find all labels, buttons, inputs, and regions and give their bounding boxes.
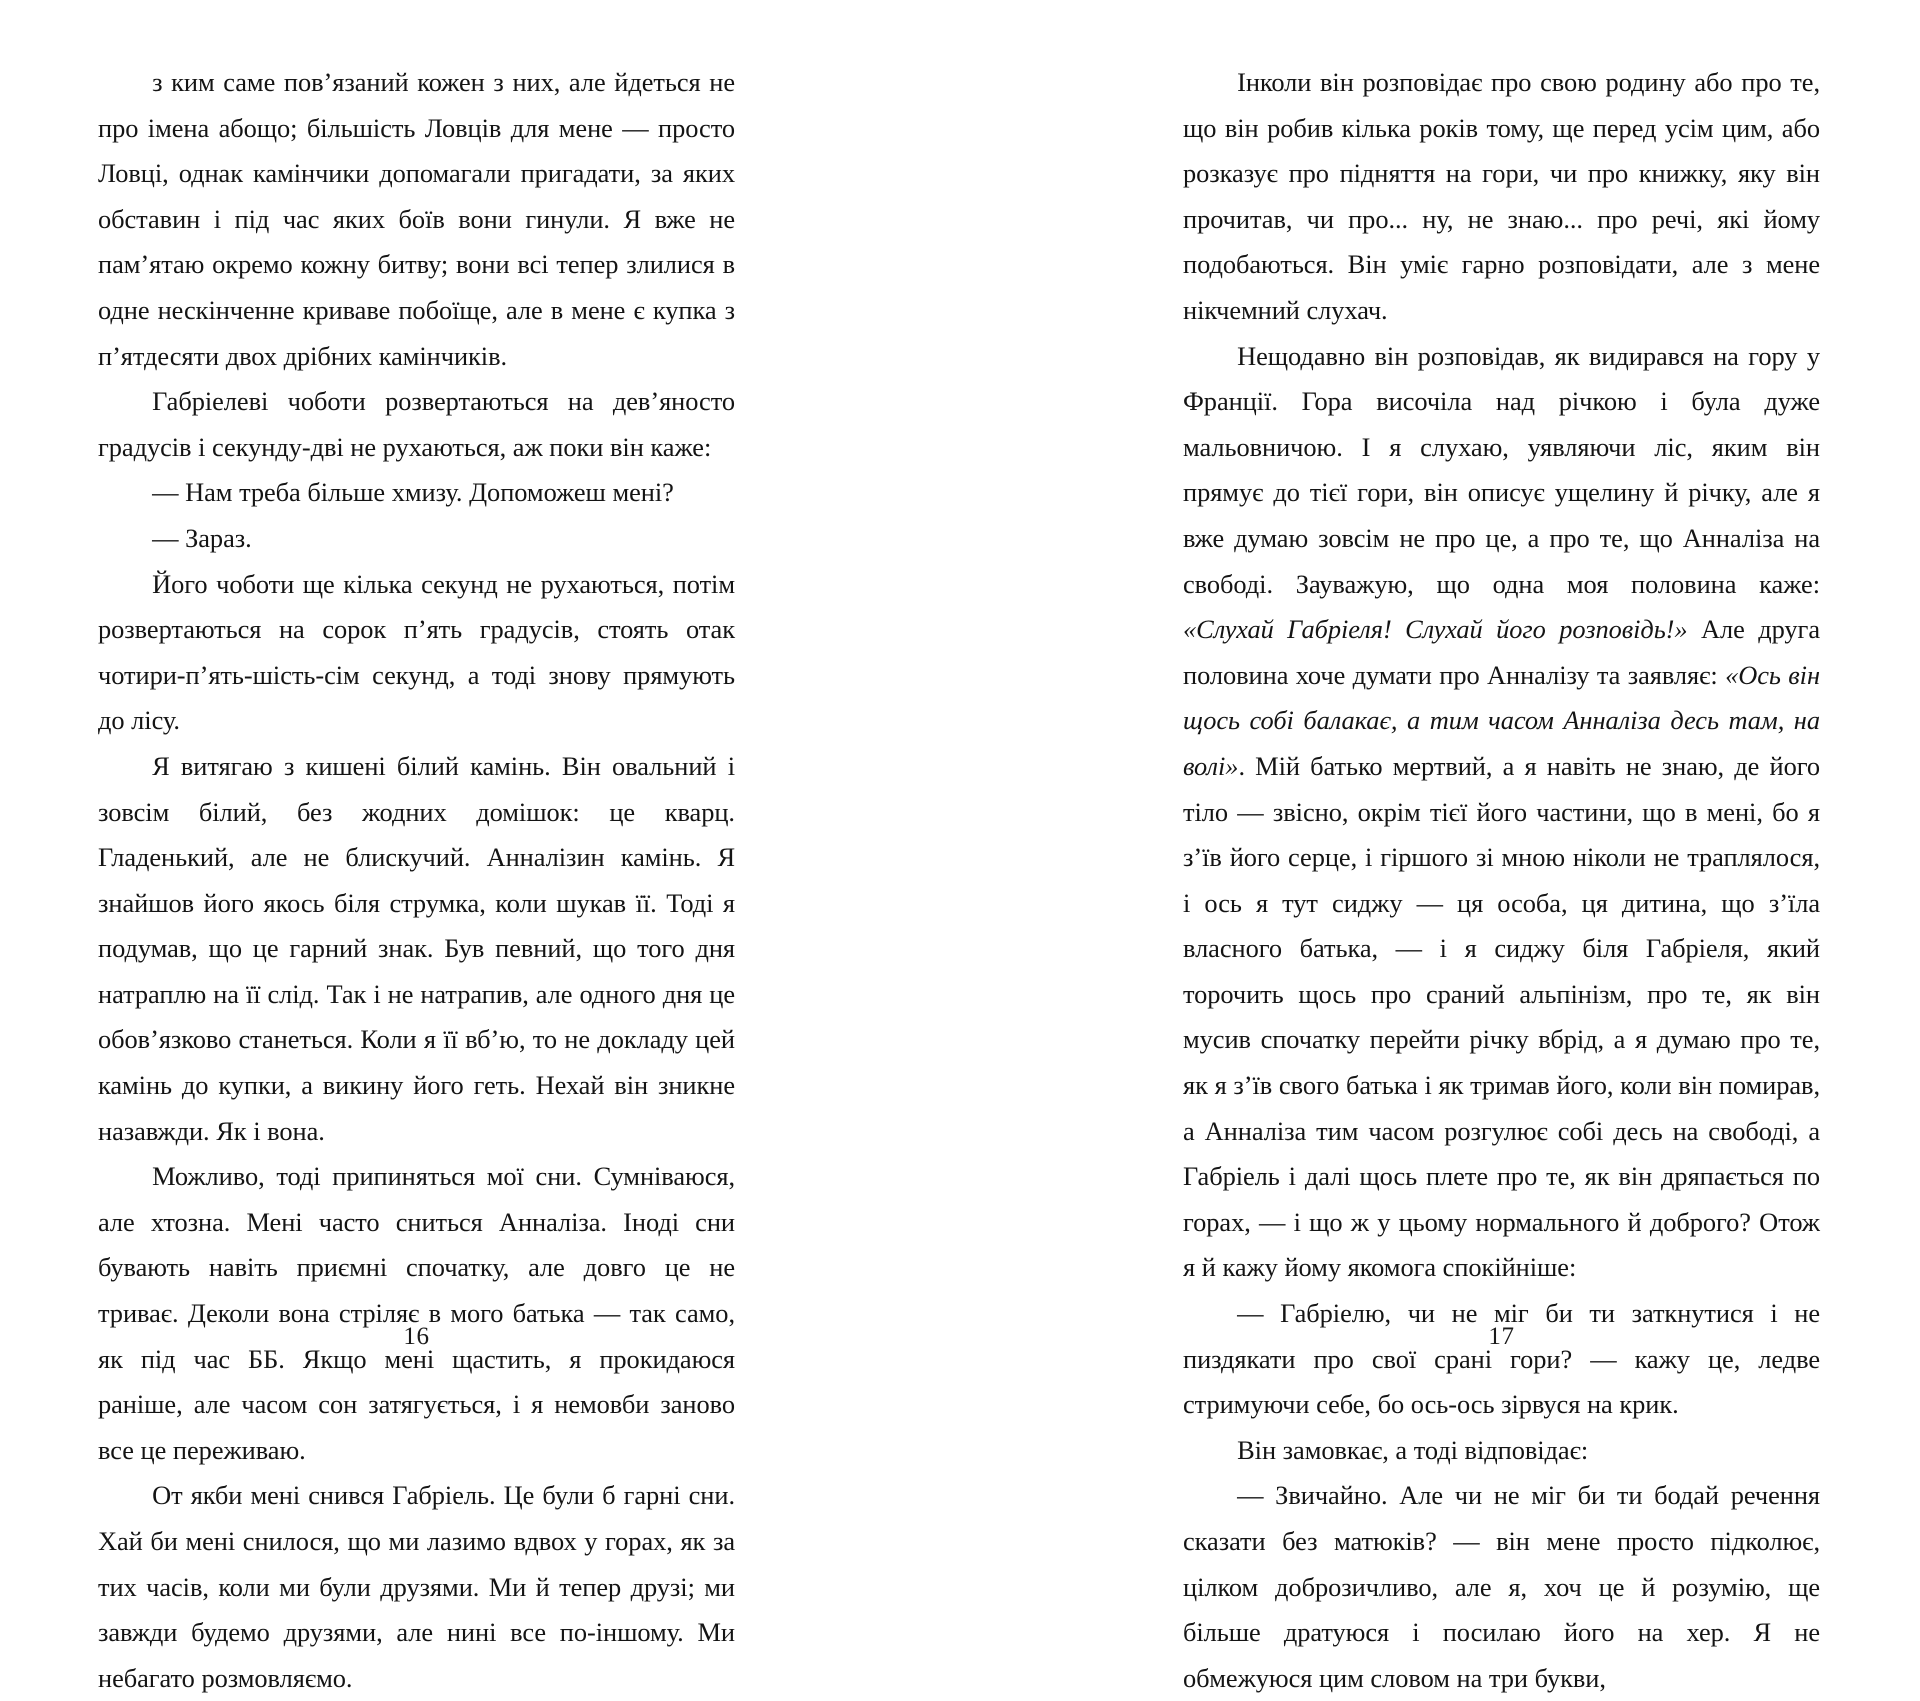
page-number-right: 17 (1488, 1323, 1515, 1350)
paragraph: Я витягаю з кишені білий камінь. Він овальний і зовсім білий, без жодних домішок: це кварц. Гладенький, але не блискучий. Анналізин камінь. Я знайшов його якось біля струмка, коли шукав її. Тоді я подумав, що це гарний знак. Був певний, що того дня натраплю на її слід. Так і не натрапив, але одного дня це обов’язково станеться. Коли я її вб’ю, то не докладу цей камінь до купки, а викину його геть. Нехай він зникне назавжди. Як і вона. (98, 750, 735, 1146)
paragraph: Його чоботи ще кілька секунд не рухаються, потім розвертаються на сорок п’ять градусів, стоять отак чотири-п’ять-шість-сім секунд, а тоді знову прямують до лісу. (98, 568, 735, 736)
italic-quote: «Ось він щось собі балакає, а тим часом Анналіза десь там, на волі» (1183, 659, 1821, 781)
left-page-text-column (98, 60, 735, 1701)
paragraph: От якби мені снився Габріель. Це були б гарні сни. Хай би мені снилося, що ми лазимо вдвох у горах, як за тих часів, коли ми були друзями. Ми й тепер друзі; ми завжди будемо друзями, але нині все по-іншому. Ми небагато розмовляємо. (98, 1480, 735, 1693)
italic-quote: «Слухай Габріеля! Слухай його розповідь!» (1183, 614, 1688, 645)
paragraph: Габріелеві чоботи розвертаються на дев’яносто градусів і секунду-дві не рухаються, аж поки він каже: (98, 386, 735, 462)
right-page-text-column (1183, 60, 1820, 1701)
left-page (0, 0, 865, 1693)
right-page (1055, 0, 1920, 1693)
paragraph: Інколи він розповідає про свою родину або про те, що він робив кілька років тому, ще перед усім цим, або розказує про підняття на гори, чи про книжку, яку він прочитав, чи про... ну, не знаю... про речі, які йому подобаються. Він уміє гарно розповідати, але з мене нікчемний слухач. (1183, 67, 1820, 325)
dialogue-line: — Зараз. (152, 522, 252, 553)
paragraph-with-italics: Нещодавно він розповідав, як видирався на гору у Франції. Гора височіла над річкою і була дуже мальовничою. І я слухаю, уявляючи ліс, яким він прямує до тієї гори, він описує ущелину й річку, але я вже думаю зовсім не про це, а про те, що Анналіза на свободі. Зауважую, що одна моя половина каже: «Слухай Габріеля! Слухай його розповідь!» Але друга половина хоче думати про Анналізу та заявляє: «Ось він щось собі балакає, а тим часом Анналіза десь там, на волі». Мій батько мертвий, а я навіть не знаю, де його тіло — звісно, окрім тієї його частини, що в мені, бо я з’їв його серце, і гіршого зі мною ніколи не траплялося, і ось я тут сиджу — ця особа, ця дитина, що з’їла власного батька, — і я сиджу біля Габріеля, який торочить щось про сраний альпінізм, про те, як він мусив спочатку перейти річку вбрід, а я думаю про те, як я з’їв свого батька і як тримав його, коли він помирав, а Анналіза тим часом розгулює собі десь на свободі, а Габріель і далі щось плете про те, як він дряпається по горах, — і що ж у цьому нормального й доброго? Отож я й кажу йому якомога спокійніше: (1183, 340, 1821, 1283)
paragraph: з ким саме пов’язаний кожен з них, але йдеться не про імена абощо; більшість Ловців для мене — просто Ловці, однак камінчики допомагали пригадати, за яких обставин і під час яких боїв вони гинули. Я вже не пам’ятаю окремо кожну битву; вони всі тепер злилися в одне нескінченне криваве побоїще, але в мене є купка з п’ятдесяти двох дрібних камінчиків. (98, 67, 735, 371)
dialogue-line: — Нам треба більше хмизу. Допоможеш мені? (152, 477, 674, 508)
dialogue-line: — Габріелю, чи не міг би ти заткнутися і не пиздякати про свої срані гори? — кажу це, ледве стримуючи себе, бо ось-ось зірвуся на крик. (1183, 1298, 1820, 1420)
page-number-left: 16 (403, 1323, 430, 1350)
dialogue-line: — Звичайно. Але чи не міг би ти бодай речення сказати без матюків? — він мене просто підколює, цілком доброзичливо, але я, хоч це й розумію, ще більше дратуюся і посилаю його на хер. Я не обмежуюся цим словом на три букви, (1183, 1480, 1820, 1693)
paragraph: Можливо, тоді припиняться мої сни. Сумніваюся, але хтозна. Мені часто сниться Анналіза. Іноді сни бувають навіть приємні спочатку, але довго це не триває. Деколи вона стріляє в мого батька — так само, як під час ББ. Якщо мені щастить, я прокидаюся раніше, але часом сон затягується, і я немовби заново все це переживаю. (98, 1161, 735, 1465)
paragraph: Він замовкає, а тоді відповідає: (1237, 1434, 1589, 1465)
